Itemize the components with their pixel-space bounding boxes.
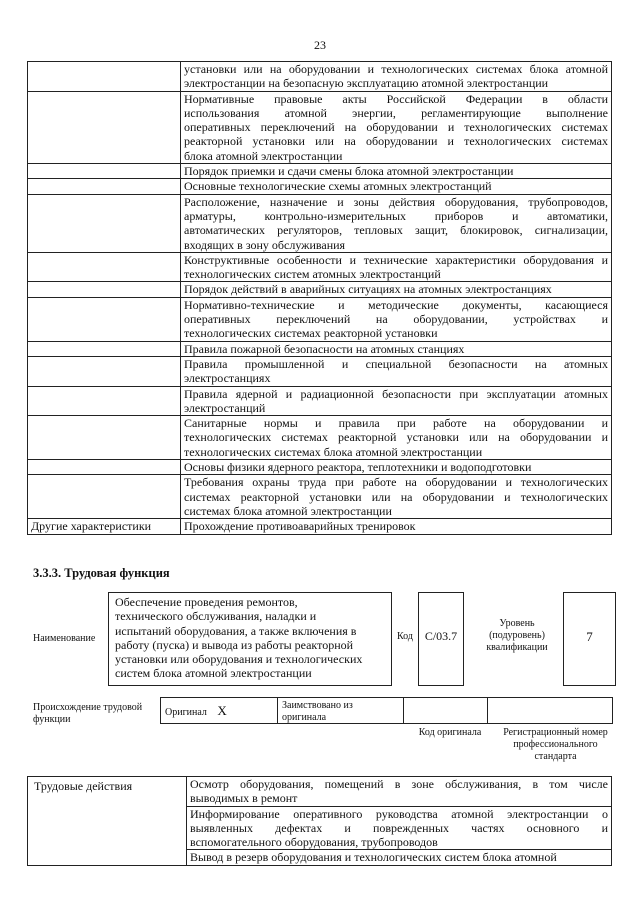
origin-row — [160, 697, 613, 724]
row-text-line: электростанций — [184, 400, 266, 415]
borrowed-cell — [277, 697, 404, 724]
row-content-cell — [187, 777, 612, 807]
row-content-cell — [181, 297, 612, 341]
row-text-line: Основы физики ядерного реактора, теплотехники и водоподготовки — [184, 460, 532, 475]
row-text-line: технологических системах реакторной установки — [184, 326, 438, 341]
row-text-line: системах блока атомной электростанции — [184, 503, 392, 518]
row-label-cell — [28, 62, 181, 92]
function-name-line: испытаний оборудования, а также включения в — [115, 623, 357, 638]
level-label-line: квалификации — [486, 642, 548, 653]
row-content-cell — [181, 341, 612, 356]
table-row — [28, 356, 612, 386]
row-text-line: электростанциях — [184, 371, 271, 386]
row-label-cell: Трудовые действия — [28, 777, 187, 866]
row-text-line: Осмотр оборудования, помещений в зоне обслуживания, в том числе — [190, 777, 608, 791]
table-row — [28, 179, 612, 194]
row-label-cell — [28, 416, 181, 460]
function-name-box — [108, 592, 392, 686]
row-content-cell — [181, 475, 612, 519]
row-content-cell — [181, 460, 612, 475]
level-label-line: Уровень — [499, 618, 535, 629]
row-text-line: выявленных дефектах и поврежденных частях основного и — [190, 820, 608, 835]
row-content-cell — [181, 252, 612, 282]
row-text-line: Санитарные нормы и правила при работе на оборудовании и — [184, 416, 608, 431]
row-label-cell — [28, 179, 181, 194]
borrowed-label-line: оригинала — [282, 712, 327, 723]
section-title: 3.3.3. Трудовая функция — [33, 566, 170, 580]
row-label-cell — [28, 164, 181, 179]
row-text-line: автоматических регуляторов, тепловых защит, блокировок, сигнализации, — [184, 223, 608, 238]
row-text-line: электростанции на безопасную эксплуатацию атомной электростанции — [184, 76, 549, 91]
table-row — [28, 519, 612, 534]
function-name-line: систем блока атомной электростанции — [115, 666, 312, 681]
row-text-line: Расположение, назначение и зоны действия оборудования, трубопроводов, — [184, 194, 608, 209]
page-number: 23 — [314, 38, 326, 52]
row-content-cell — [181, 194, 612, 252]
row-text-line: Вывод в резерв оборудования и технологических систем блока атомной — [190, 850, 557, 865]
row-text-line: арматуры, контрольно-измерительных приборов и автоматики, — [184, 208, 608, 223]
qualification-level-box — [563, 592, 616, 686]
row-content-cell — [181, 386, 612, 416]
code-original-label: Код оригинала — [418, 727, 482, 738]
function-code-value: С/03.7 — [424, 629, 458, 643]
origin-label — [33, 702, 142, 726]
table-row — [28, 91, 612, 163]
table-row — [28, 475, 612, 519]
function-code-box — [418, 592, 464, 686]
row-content-cell — [181, 282, 612, 297]
borrowed-label-line: Заимствовано из — [282, 700, 353, 711]
row-text-line: технологических системах реакторной установки или на оборудовании и — [184, 430, 608, 445]
row-content-cell — [181, 416, 612, 460]
table-row — [28, 62, 612, 92]
row-text-line: технологических системах блока атомной электростанции — [184, 444, 483, 459]
row-label-cell — [28, 91, 181, 163]
table-row — [28, 297, 612, 341]
code-label: Код — [397, 631, 413, 642]
table-row — [28, 386, 612, 416]
row-text-line: Требования охраны труда при работе на оборудовании и технологических — [184, 475, 608, 490]
row-label-cell — [28, 460, 181, 475]
row-content-cell — [181, 179, 612, 194]
table-row — [28, 416, 612, 460]
row-content-cell — [187, 806, 612, 850]
reg-number-label-line: Регистрационный номер — [503, 727, 608, 738]
row-text-line: выводимых в ремонт — [190, 791, 298, 806]
row-text-line: установки или на оборудовании и технологических системах блока атомной — [184, 62, 608, 76]
row-text-line: Конструктивные особенности и технические характеристики оборудования и — [184, 252, 608, 267]
reg-number-label-line: профессионального — [513, 739, 598, 750]
row-content-cell — [181, 164, 612, 179]
table-row — [28, 252, 612, 282]
row-text-line: реакторной установки или на оборудовании и технологических системах — [184, 134, 608, 149]
row-label-cell: Другие характеристики — [28, 519, 181, 534]
origin-label-line: Происхождение трудовой — [33, 702, 143, 713]
table-row — [28, 460, 612, 475]
row-text-line: системах реакторной установки или на оборудовании и технологических — [184, 489, 608, 504]
row-label-cell — [28, 282, 181, 297]
row-text-line: Прохождение противоаварийных тренировок — [184, 519, 416, 534]
original-label: Оригинал — [165, 707, 207, 718]
table-row — [28, 282, 612, 297]
row-text-line: Нормативно-технические и методические документы, касающиеся — [184, 297, 608, 312]
labor-actions-table — [27, 776, 612, 866]
row-label-cell — [28, 356, 181, 386]
row-content-cell — [181, 519, 612, 534]
row-text-line: блока атомной электростанции — [184, 148, 343, 163]
row-text-line: Нормативные правовые акты Российской Федерации в области — [184, 91, 608, 106]
reg-number-cell — [487, 697, 613, 724]
level-label-line: (подуровень) — [489, 630, 545, 641]
row-label-cell — [28, 252, 181, 282]
function-name-line: технического обслуживания, наладки и — [115, 609, 317, 624]
knowledge-requirements-table — [27, 61, 612, 535]
row-text-line: Порядок действий в аварийных ситуациях на атомных электростанциях — [184, 282, 552, 297]
row-content-cell — [181, 91, 612, 163]
table-row — [28, 777, 612, 807]
function-name-line: работу (пуска) и вывода из работы реакторной — [115, 637, 354, 652]
row-label-cell — [28, 194, 181, 252]
row-text-line: Правила промышленной и специальной безопасности на атомных — [184, 356, 608, 371]
function-name-line: установки или оборудования и технологических — [115, 652, 363, 667]
name-label: Наименование — [33, 633, 96, 644]
row-content-cell — [181, 356, 612, 386]
qualification-level-label — [478, 618, 556, 654]
reg-number-label-line: стандарта — [534, 751, 577, 762]
row-text-line: Основные технологические схемы атомных электростанций — [184, 179, 492, 194]
reg-number-label — [493, 727, 618, 763]
row-text-line: вспомогательного оборудования, трубопроводов — [190, 835, 438, 850]
table-row — [28, 164, 612, 179]
qualification-level-value: 7 — [586, 629, 593, 644]
row-text-line: входящих в зону обслуживания — [184, 237, 346, 252]
row-label-cell — [28, 297, 181, 341]
row-text-line: Правила пожарной безопасности на атомных станциях — [184, 341, 465, 356]
row-label-cell — [28, 475, 181, 519]
table-row — [28, 194, 612, 252]
origin-label-line: функции — [33, 714, 71, 725]
row-label-cell — [28, 386, 181, 416]
row-text-line: Порядок приемки и сдачи смены блока атомной электростанции — [184, 164, 514, 179]
row-text-line: Информирование оперативного руководства атомной электростанции о — [190, 806, 608, 821]
row-text-line: оперативных переключений на оборудовании и технологических системах — [184, 120, 608, 135]
table-row — [28, 341, 612, 356]
original-cell — [160, 697, 278, 724]
row-content-cell — [181, 62, 612, 92]
row-text-line: технологических систем атомных электростанций — [184, 267, 441, 282]
original-mark: Х — [217, 703, 227, 718]
row-label-cell — [28, 341, 181, 356]
row-text-line: Правила ядерной и радиационной безопасности при эксплуатации атомных — [184, 386, 608, 401]
row-text-line: оперативных переключений на оборудовании, устройствах и — [184, 312, 608, 327]
row-text-line: использования атомной энергии, регламентирующие выполнение — [184, 105, 608, 120]
code-original-cell — [403, 697, 488, 724]
row-content-cell — [187, 850, 612, 865]
function-name-line: Обеспечение проведения ремонтов, — [115, 595, 298, 609]
